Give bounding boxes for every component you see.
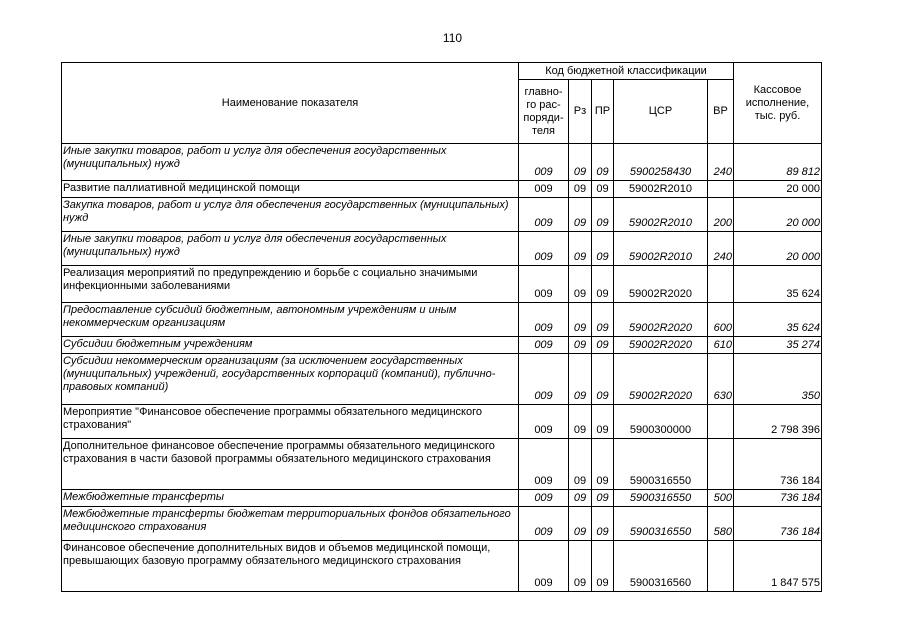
header-sum: Кассовое исполнение, тыс. руб. (734, 63, 822, 144)
table-row (62, 337, 822, 354)
row-name: Развитие паллиативной медицинской помощи (62, 181, 519, 198)
row-vr (708, 181, 734, 198)
row-vr: 200 (708, 198, 734, 232)
row-vr: 630 (708, 354, 734, 405)
row-glavn: 009 (519, 303, 569, 337)
row-csr: 59002R2020 (614, 354, 708, 405)
table-row (62, 232, 822, 266)
row-rz: 09 (569, 354, 592, 405)
header-code-group: Код бюджетной классификации (519, 63, 734, 80)
row-csr: 59002R2010 (614, 198, 708, 232)
row-rz: 09 (569, 303, 592, 337)
table-row (62, 490, 822, 507)
row-vr (708, 266, 734, 303)
row-name: Предоставление субсидий бюджетным, автономным учреждениям и иным некоммерческим организациям (62, 303, 519, 337)
row-csr: 5900258430 (614, 144, 708, 181)
row-name: Межбюджетные трансферты (62, 490, 519, 507)
row-sum: 736 184 (734, 490, 822, 507)
row-glavn: 009 (519, 144, 569, 181)
row-rz: 09 (569, 198, 592, 232)
table-row (62, 181, 822, 198)
row-pr: 09 (592, 507, 614, 541)
row-rz: 09 (569, 144, 592, 181)
row-sum: 35 624 (734, 266, 822, 303)
row-glavn: 009 (519, 232, 569, 266)
row-vr: 610 (708, 337, 734, 354)
row-rz: 09 (569, 439, 592, 490)
row-sum: 2 798 396 (734, 405, 822, 439)
row-vr: 500 (708, 490, 734, 507)
page-number: 110 (442, 31, 463, 45)
row-pr: 09 (592, 144, 614, 181)
row-vr: 240 (708, 232, 734, 266)
header-csr: ЦСР (614, 80, 708, 144)
row-name: Субсидии бюджетным учреждениям (62, 337, 519, 354)
row-sum: 1 847 575 (734, 541, 822, 592)
row-glavn: 009 (519, 266, 569, 303)
row-name: Межбюджетные трансферты бюджетам территориальных фондов обязательного медицинского страхования (62, 507, 519, 541)
row-pr: 09 (592, 405, 614, 439)
row-sum: 20 000 (734, 181, 822, 198)
row-pr: 09 (592, 354, 614, 405)
row-vr: 580 (708, 507, 734, 541)
row-rz: 09 (569, 232, 592, 266)
table-row (62, 266, 822, 303)
row-name: Иные закупки товаров, работ и услуг для обеспечения государственных (муниципальных) нужд (62, 144, 519, 181)
header-glavn: главно-го рас-поряди-теля (519, 80, 569, 144)
row-glavn: 009 (519, 337, 569, 354)
row-sum: 35 624 (734, 303, 822, 337)
row-vr: 240 (708, 144, 734, 181)
row-glavn: 009 (519, 541, 569, 592)
row-glavn: 009 (519, 490, 569, 507)
row-csr: 59002R2020 (614, 303, 708, 337)
table-row (62, 198, 822, 232)
row-pr: 09 (592, 198, 614, 232)
row-name: Мероприятие "Финансовое обеспечение программы обязательного медицинского страхования" (62, 405, 519, 439)
row-rz: 09 (569, 405, 592, 439)
row-name: Закупка товаров, работ и услуг для обеспечения государственных (муниципальных) нужд (62, 198, 519, 232)
row-sum: 35 274 (734, 337, 822, 354)
row-sum: 736 184 (734, 507, 822, 541)
row-name: Финансовое обеспечение дополнительных видов и объемов медицинской помощи, превышающих базовую программу обязательного медицинского страхования (62, 541, 519, 592)
row-vr (708, 405, 734, 439)
row-csr: 59002R2010 (614, 181, 708, 198)
row-csr: 5900300000 (614, 405, 708, 439)
row-name: Дополнительное финансовое обеспечение программы обязательного медицинского страхования в части базовой программы обязательного медицинского страхования (62, 439, 519, 490)
row-pr: 09 (592, 303, 614, 337)
row-csr: 5900316550 (614, 439, 708, 490)
row-rz: 09 (569, 541, 592, 592)
row-vr (708, 439, 734, 490)
table-row (62, 541, 822, 592)
row-name: Иные закупки товаров, работ и услуг для обеспечения государственных (муниципальных) нужд (62, 232, 519, 266)
row-rz: 09 (569, 266, 592, 303)
row-pr: 09 (592, 490, 614, 507)
row-sum: 20 000 (734, 232, 822, 266)
row-csr: 59002R2020 (614, 266, 708, 303)
table-row (62, 439, 822, 490)
row-name: Субсидии некоммерческим организациям (за исключением государственных (муниципальных) учреждений, государственных корпораций (компаний), публично-правовых компаний) (62, 354, 519, 405)
table-row (62, 507, 822, 541)
row-pr: 09 (592, 266, 614, 303)
row-pr: 09 (592, 439, 614, 490)
row-rz: 09 (569, 507, 592, 541)
row-glavn: 009 (519, 354, 569, 405)
row-name: Реализация мероприятий по предупреждению и борьбе с социально значимыми инфекционными заболеваниями (62, 266, 519, 303)
header-vr: ВР (708, 80, 734, 144)
row-sum: 350 (734, 354, 822, 405)
row-glavn: 009 (519, 439, 569, 490)
table-body (62, 144, 822, 592)
row-sum: 20 000 (734, 198, 822, 232)
row-glavn: 009 (519, 405, 569, 439)
row-csr: 5900316550 (614, 490, 708, 507)
table-row (62, 144, 822, 181)
row-pr: 09 (592, 181, 614, 198)
row-csr: 5900316550 (614, 507, 708, 541)
row-pr: 09 (592, 541, 614, 592)
table-row (62, 354, 822, 405)
header-pr: ПР (592, 80, 614, 144)
table-row (62, 303, 822, 337)
header-rz: Рз (569, 80, 592, 144)
row-pr: 09 (592, 337, 614, 354)
row-sum: 736 184 (734, 439, 822, 490)
budget-table (61, 62, 822, 592)
row-glavn: 009 (519, 198, 569, 232)
row-glavn: 009 (519, 181, 569, 198)
row-rz: 09 (569, 490, 592, 507)
row-rz: 09 (569, 181, 592, 198)
row-vr (708, 541, 734, 592)
row-csr: 59002R2020 (614, 337, 708, 354)
row-vr: 600 (708, 303, 734, 337)
row-csr: 59002R2010 (614, 232, 708, 266)
row-rz: 09 (569, 337, 592, 354)
header-name: Наименование показателя (62, 63, 519, 144)
row-sum: 89 812 (734, 144, 822, 181)
row-pr: 09 (592, 232, 614, 266)
row-csr: 5900316560 (614, 541, 708, 592)
row-glavn: 009 (519, 507, 569, 541)
table-row (62, 405, 822, 439)
